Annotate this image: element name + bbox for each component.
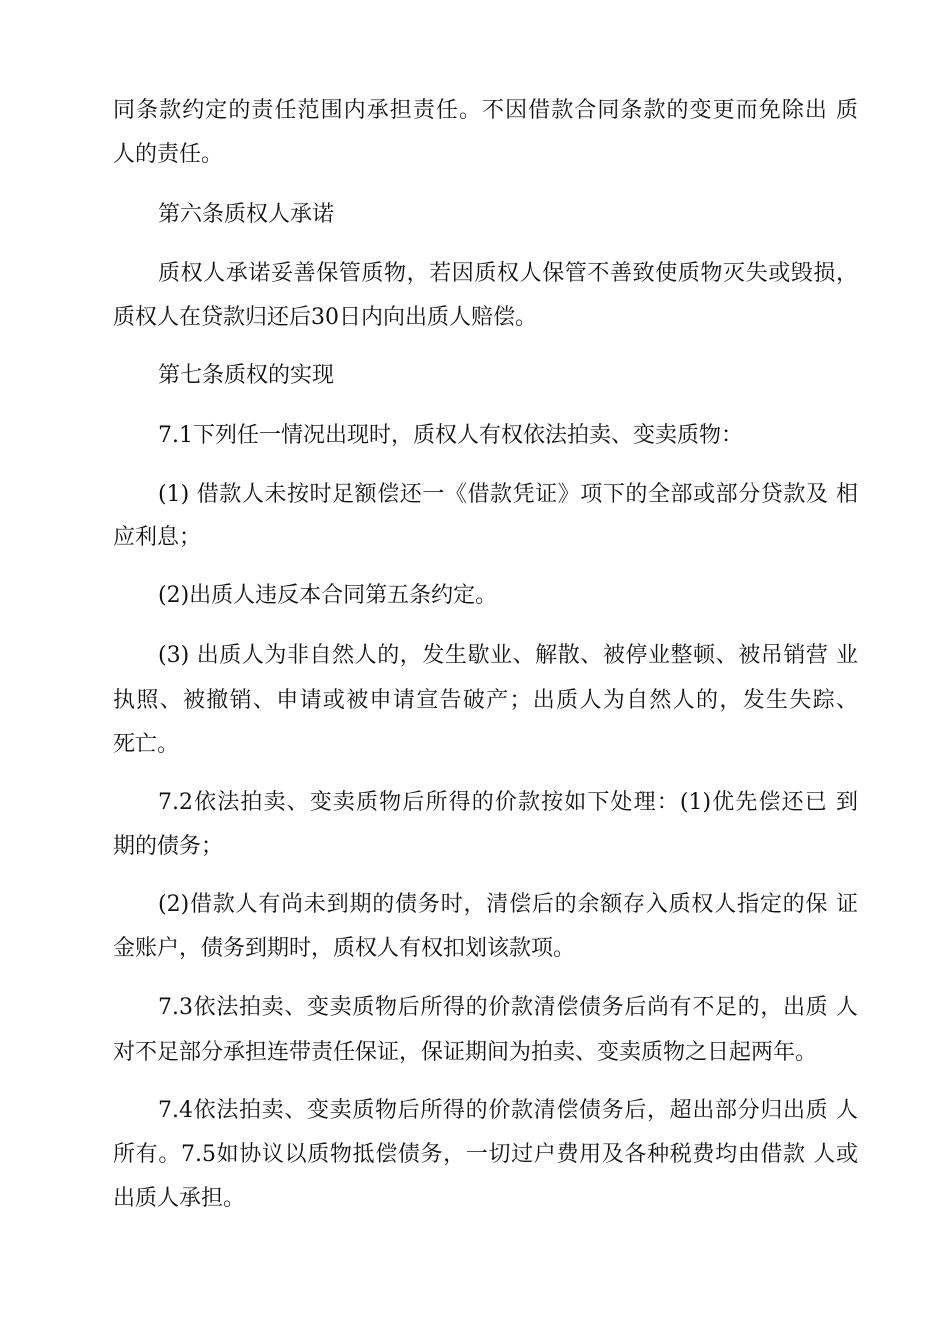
text-line: 同条款约定的责任范围内承担责任。不因借款合同条款的变更而免除出 质 — [113, 98, 858, 123]
text-line: 人的责任。 — [113, 142, 224, 167]
text-line: (1) 借款人未按时足额偿还一《借款凭证》项下的全部或部分贷款及 相 — [158, 482, 858, 507]
text-line: 7.1下列任一情况出现时，质权人有权依法拍卖、变卖质物： — [158, 423, 743, 448]
text-line: 质权人在贷款归还后30日内向出质人赔偿。 — [113, 305, 537, 330]
section-heading: 第七条质权的实现 — [158, 363, 335, 388]
text-line: 7.3依法拍卖、变卖质物后所得的价款清偿债务后尚有不足的，出质 人 — [158, 995, 858, 1020]
text-line: (2)借款人有尚未到期的债务时，清偿后的余额存入质权人指定的保 证 — [158, 892, 858, 917]
text-line: 对不足部分承担连带责任保证，保证期间为拍卖、变卖质物之日起两年。 — [113, 1040, 818, 1065]
text-line: 所有。7.5如协议以质物抵偿债务，一切过户费用及各种税费均由借款 人或 — [113, 1142, 858, 1167]
text-line: 出质人承担。 — [113, 1186, 246, 1211]
text-line: 应利息； — [113, 525, 202, 550]
text-line: 金账户，债务到期时，质权人有权扣划该款项。 — [113, 936, 576, 961]
text-line: 7.4依法拍卖、变卖质物后所得的价款清偿债务后，超出部分归出质 人 — [158, 1098, 858, 1123]
text-line: 7.2依法拍卖、变卖质物后所得的价款按如下处理：(1)优先偿还已 到 — [158, 790, 858, 815]
section-heading: 第六条质权人承诺 — [158, 202, 335, 227]
text-line: 质权人承诺妥善保管质物，若因质权人保管不善致使质物灭失或毁损， — [158, 261, 858, 286]
text-line: (2)出质人违反本合同第五条约定。 — [158, 583, 498, 608]
text-line: 执照、被撤销、申请或被申请宣告破产；出质人为自然人的，发生失踪、 — [113, 688, 858, 713]
text-line: 期的债务； — [113, 834, 224, 859]
text-line: 死亡。 — [113, 732, 180, 757]
text-line: (3) 出质人为非自然人的，发生歇业、解散、被停业整顿、被吊销营 业 — [158, 643, 858, 668]
